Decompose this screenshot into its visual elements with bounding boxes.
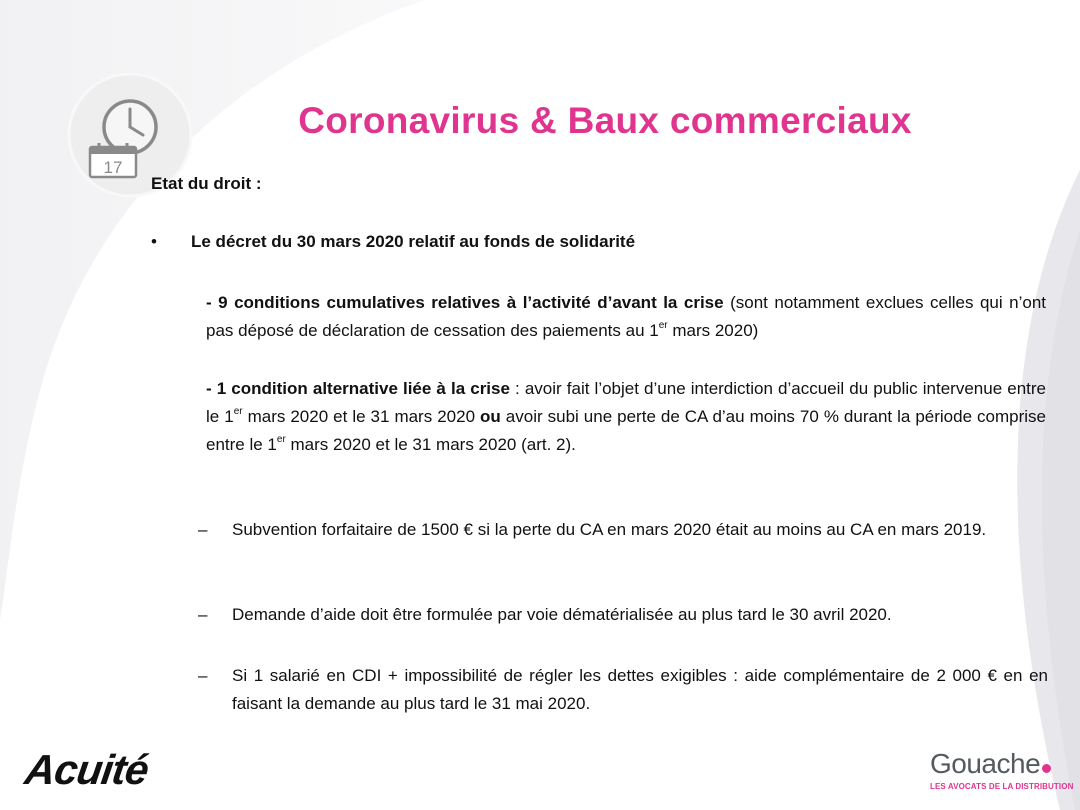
conditions-text-a: (sont notamment exclues celles qui n’ont pas déposé de déclaration de cessation des paiements au 1 bbox=[206, 293, 1047, 340]
dash-item-subvention bbox=[198, 516, 1048, 544]
page-title: Coronavirus & Baux commerciaux bbox=[298, 100, 912, 141]
calendar-day: 17 bbox=[103, 158, 123, 177]
alternative-sup-2: er bbox=[276, 434, 286, 446]
section-heading: Etat du droit : bbox=[151, 174, 262, 193]
alternative-text-c: avoir subi une perte de CA d’au moins 70 % durant la période comprise entre le 1 bbox=[206, 407, 1046, 454]
dash-marker: – bbox=[198, 605, 208, 624]
acuite-logo: Acuité bbox=[22, 746, 152, 793]
conditions-paragraph bbox=[206, 289, 1046, 345]
alternative-or: ou bbox=[480, 407, 501, 426]
dash-item-demande bbox=[198, 601, 1048, 629]
bullet-text: Le décret du 30 mars 2020 relatif au fonds de solidarité bbox=[191, 232, 636, 251]
gouache-logo bbox=[930, 748, 1075, 791]
alternative-text-b: mars 2020 et le 31 mars 2020 bbox=[242, 407, 481, 426]
dash-text: Subvention forfaitaire de 1500 € si la perte du CA en mars 2020 était au moins au CA en mars 2019. bbox=[232, 520, 987, 539]
dash-marker: – bbox=[198, 520, 208, 539]
alternative-text-d: mars 2020 et le 31 mars 2020 (art. 2). bbox=[285, 435, 576, 454]
alternative-sup-1: er bbox=[233, 406, 243, 418]
dash-text: Demande d’aide doit être formulée par voie dématérialisée au plus tard le 30 avril 2020. bbox=[232, 605, 892, 624]
gouache-dot-icon bbox=[1042, 764, 1051, 773]
conditions-sup: er bbox=[658, 320, 668, 332]
bullet-marker: • bbox=[151, 232, 157, 251]
conditions-bold: - 9 conditions cumulatives relatives à l’activité d’avant la crise bbox=[206, 293, 724, 312]
dash-text: Si 1 salarié en CDI + impossibilité de régler les dettes exigibles : aide complémentaire de 2 000 € en en faisant la demande au plus tard le 31 mai 2020. bbox=[232, 666, 1048, 713]
dash-marker: – bbox=[198, 666, 208, 685]
alternative-bold: - 1 condition alternative liée à la crise bbox=[206, 379, 510, 398]
gouache-logo-text: Gouache bbox=[930, 748, 1041, 779]
alternative-text-a: : avoir fait l’objet d’une interdiction d’accueil du public intervenue entre le 1 bbox=[206, 379, 1046, 426]
gouache-logo-name bbox=[930, 748, 1075, 780]
conditions-text-b: mars 2020) bbox=[667, 321, 759, 340]
gouache-tagline: LES AVOCATS DE LA DISTRIBUTION bbox=[930, 782, 1074, 791]
alternative-paragraph bbox=[206, 375, 1046, 459]
dash-item-complementaire bbox=[198, 662, 1048, 718]
